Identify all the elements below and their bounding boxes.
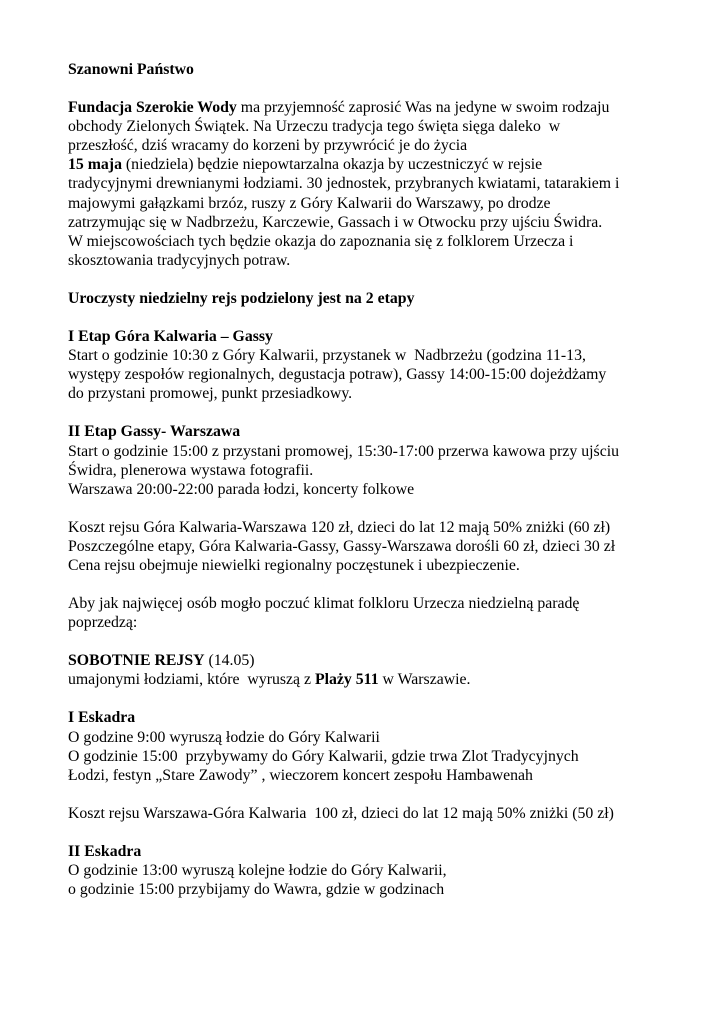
sunday-heading: Uroczysty niedzielny rejs podzielony jest na 2 etapy [68,289,415,307]
stage-1-heading: I Etap Góra Kalwaria – Gassy [68,328,273,346]
squadron-1-price: Koszt rejsu Warszawa-Góra Kalwaria 100 zł, dzieci do lat 12 mają 50% zniżki (50 zł) [68,804,614,822]
squadron-2-heading: II Eskadra [68,842,142,860]
squadron-1-heading: I Eskadra [68,709,136,727]
organization-name: Fundacja Szerokie Wody [68,99,237,117]
document-page [68,60,678,899]
prices-section: Koszt rejsu Góra Kalwaria-Warszawa 120 zł, dzieci do lat 12 mają 50% zniżki (60 zł) Poszczególne etapy, Góra Kalwaria-Gassy, Gassy-Warszawa dorośli 60 zł, dzieci 30 zł Cena rejsu obejmuje niewielki regionalny poczęstunek i ubezpieczenie. [68,518,616,574]
stage-2-section: II Etap Gassy- Warszawa Start o godzinie 15:00 z przystani promowej, 15:30-17:00 przerwa kawowa przy ujściu Świdra, plenerowa wystawa fotografii. Warszawa 20:00-22:00 parada łodzi, koncerty folkowe [68,423,619,498]
stage-2-heading: II Etap Gassy- Warszawa [68,423,241,441]
saturday-title: SOBOTNIE REJSY [68,652,205,670]
stage-1-section: I Etap Góra Kalwaria – Gassy Start o godzinie 10:30 z Góry Kalwarii, przystanek w Nadbrzeżu (godzina 11-13, występy zespołów regionalnych, degustacja potraw), Gassy 14:00-15:00 dojeżdżamy do przystani promowej, punkt przesiadkowy. [68,328,607,403]
greeting: Szanowni Państwo [68,61,194,78]
squadron-1-section: I Eskadra O godzine 9:00 wyruszą łodzie do Góry Kalwarii O godzinie 15:00 przybywamy do Góry Kalwarii, gdzie trwa Zlot Tradycyjnych Łodzi, festyn „Stare Zawody” , wieczorem koncert zespołu Hambawenah [68,709,579,784]
saturday-section: SOBOTNIE REJSY (14.05) umajonymi łodziami, które wyruszą z Plaży 511 w Warszawie. [68,652,471,689]
event-date: 15 maja [68,156,122,174]
intro-paragraph: Fundacja Szerokie Wody ma przyjemność zaprosić Was na jedyne w swoim rodzaju obchody Zielonych Świątek. Na Urzeczu tradycja tego święta sięga daleko w przeszłość, dziś wracamy do korzeni by przywrócić je do życia 15 maja (niedziela) będzie niepowtarzalna okazja by uczestniczyć w rejsie tradycyjnymi drewnianymi łodziami. 30 jednostek, przybranych kwiatami, tatarakiem i majowymi gałązkami brzóz, ruszy z Góry Kalwarii do Warszawy, po drodze zatrzymując się w Nadbrzeżu, Karczewie, Gassach i w Otwocku przy ujściu Świdra. W miejscowościach tych będzie okazja do zapoznania się z folklorem Urzecza i skosztowania tradycyjnych potraw. [68,99,620,269]
beach-name: Plaży 511 [314,671,379,689]
squadron-2-section: II Eskadra O godzinie 13:00 wyruszą kolejne łodzie do Góry Kalwarii, o godzinie 15:00 przybijamy do Wawra, gdzie w godzinach [68,842,447,899]
invite-paragraph: Aby jak najwięcej osób mogło poczuć klimat folkloru Urzecza niedzielną paradę poprzedzą: [68,595,580,632]
